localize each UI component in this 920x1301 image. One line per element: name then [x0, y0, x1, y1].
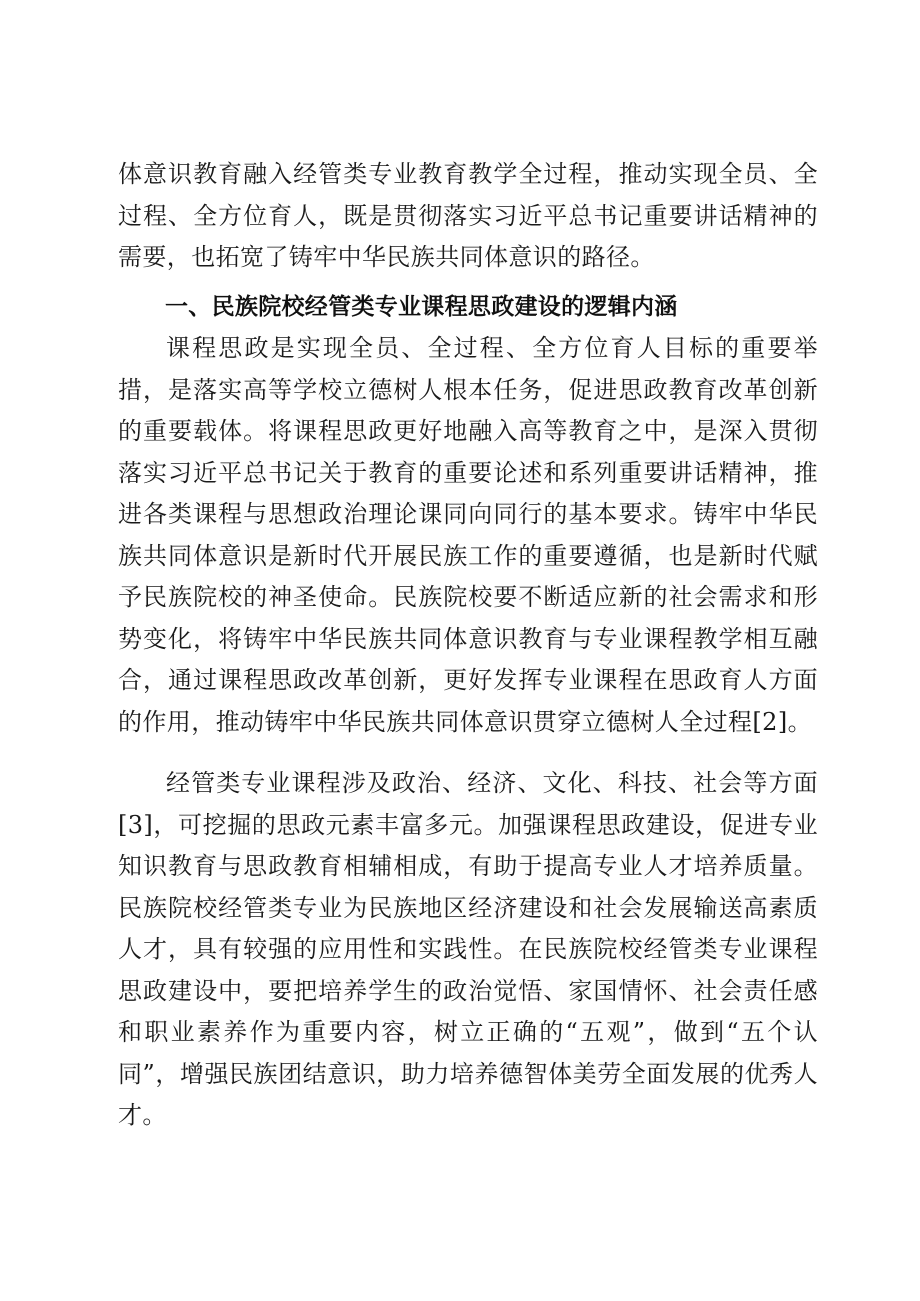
body-paragraph: 课程思政是实现全员、全过程、全方位育人目标的重要举措，是落实高等学校立德树人根本任务，促进思政教育改革创新的重要载体。将课程思政更好地融入高等教育之中，是深入贯彻落实习近平总书记关于教育的重要论述和系列重要讲话精神，推进各类课程与思想政治理论课同向同行的基本要求。铸牢中华民族共同体意识是新时代开展民族工作的重要遵循，也是新时代赋予民族院校的神圣使命。民族院校要不断适应新的社会需求和形势变化，将铸牢中华民族共同体意识教育与专业课程教学相互融合，通过课程思政改革创新，更好发挥专业课程在思政育人方面的作用，推动铸牢中华民族共同体意识贯穿立德树人全过程[2]。: [118, 334, 818, 736]
section-heading: 一、民族院校经管类专业课程思政建设的逻辑内涵: [165, 294, 678, 320]
body-paragraph: 经管类专业课程涉及政治、经济、文化、科技、社会等方面[3]，可挖掘的思政元素丰富多元。加强课程思政建设，促进专业知识教育与思政教育相辅相成，有助于提高专业人才培养质量。民族院校经管类专业为民族地区经济建设和社会发展输送高素质人才，具有较强的应用性和实践性。在民族院校经管类专业课程思政建设中，要把培养学生的政治觉悟、家国情怀、社会责任感和职业素养作为重要内容，树立正确的“五观”，做到“五个认同”，增强民族团结意识，助力培养德智体美劳全面发展的优秀人才。: [118, 769, 818, 1129]
continuation-paragraph: 体意识教育融入经管类专业教育教学全过程，推动实现全员、全过程、全方位育人，既是贯彻落实习近平总书记重要讲话精神的需要，也拓宽了铸牢中华民族共同体意识的路径。: [118, 160, 818, 271]
